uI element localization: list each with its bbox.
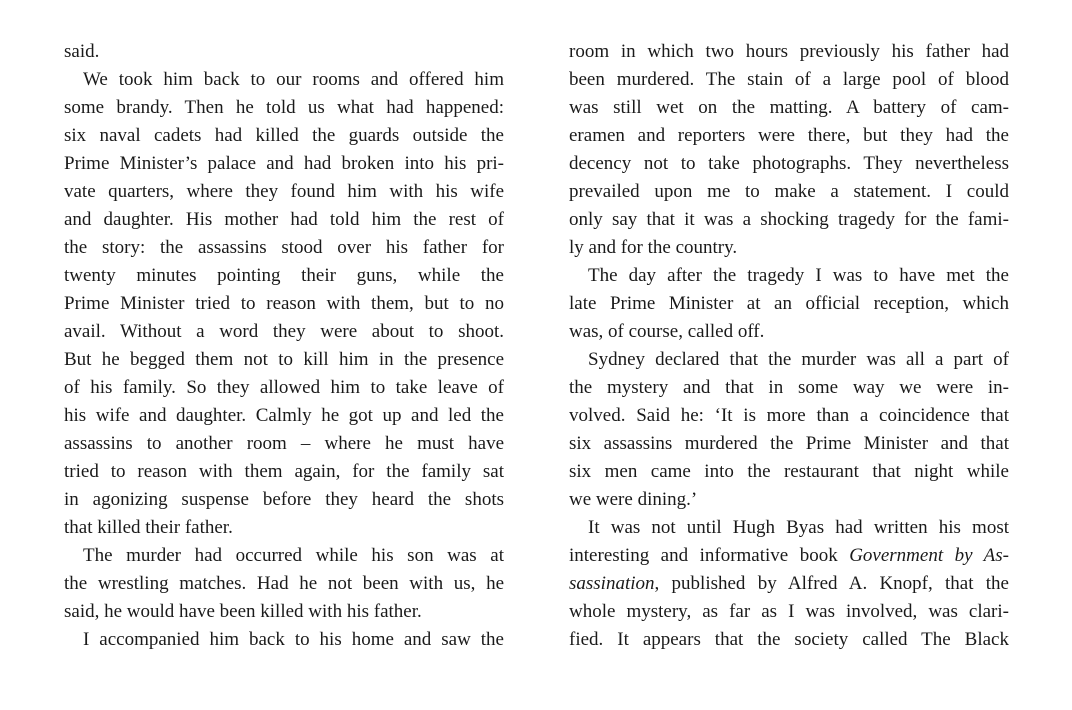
line-text: late Prime Minister at an official reception, which <box>569 293 1009 314</box>
text-line <box>569 290 1009 318</box>
line-text: we were dining.’ <box>569 489 698 510</box>
text-line <box>569 346 1009 374</box>
line-text: Prime Minister’s palace and had broken into his pri- <box>64 153 504 174</box>
line-text: the story: the assassins stood over his father for <box>64 237 504 258</box>
text-line <box>64 206 504 234</box>
line-text: room in which two hours previously his father had <box>569 41 1009 62</box>
text-line <box>569 514 1009 542</box>
line-text: , published by Alfred A. Knopf, that the <box>654 573 1009 594</box>
text-line <box>64 94 504 122</box>
text-line <box>64 598 504 626</box>
text-line <box>569 94 1009 122</box>
text-line <box>64 570 504 598</box>
line-text: avail. Without a word they were about to shoot. <box>64 321 504 342</box>
line-text: volved. Said he: ‘It is more than a coincidence that <box>569 405 1009 426</box>
line-text: prevailed upon me to make a statement. I could <box>569 181 1009 202</box>
line-text: that killed their father. <box>64 517 233 538</box>
text-line <box>569 178 1009 206</box>
text-line <box>569 542 1009 570</box>
line-text: said, he would have been killed with his father. <box>64 601 422 622</box>
line-text: It was not until Hugh Byas had written his most <box>588 517 1009 538</box>
text-line <box>569 66 1009 94</box>
line-text: said. <box>64 41 100 62</box>
text-line <box>569 402 1009 430</box>
text-line <box>569 150 1009 178</box>
text-line <box>569 262 1009 290</box>
text-line <box>64 122 504 150</box>
line-text: and daughter. His mother had told him the rest of <box>64 209 504 230</box>
text-line <box>569 318 1009 346</box>
line-text: six assassins murdered the Prime Minister and that <box>569 433 1009 454</box>
line-text: vate quarters, where they found him with his wife <box>64 181 504 202</box>
line-text: was still wet on the matting. A battery of cam- <box>569 97 1009 118</box>
text-line <box>64 290 504 318</box>
line-text: assassins to another room – where he must have <box>64 433 504 454</box>
text-line <box>64 262 504 290</box>
text-line <box>64 178 504 206</box>
line-text: twenty minutes pointing their guns, while the <box>64 265 504 286</box>
line-text: We took him back to our rooms and offered him <box>83 69 504 90</box>
text-line <box>64 402 504 430</box>
text-line <box>64 38 504 66</box>
line-text: was, of course, called off. <box>569 321 765 342</box>
book-title: sassination <box>569 573 655 594</box>
line-text: six men came into the restaurant that night while <box>569 461 1009 482</box>
line-text: The day after the tragedy I was to have met the <box>588 265 1009 286</box>
line-text: Prime Minister tried to reason with them, but to no <box>64 293 504 314</box>
text-line <box>64 346 504 374</box>
book-title: Government by As- <box>849 545 1009 566</box>
line-text: ly and for the country. <box>569 237 738 258</box>
text-line <box>64 486 504 514</box>
line-text: whole mystery, as far as I was involved, was clari- <box>569 601 1009 622</box>
text-line <box>64 458 504 486</box>
line-text: interesting and informative book <box>569 545 850 566</box>
text-line <box>569 374 1009 402</box>
text-line <box>64 374 504 402</box>
line-text: the mystery and that in some way we were in- <box>569 377 1009 398</box>
text-line <box>64 318 504 346</box>
text-line <box>569 570 1009 598</box>
line-text: fied. It appears that the society called The Black <box>569 629 1009 650</box>
text-line <box>64 626 504 654</box>
line-text: only say that it was a shocking tragedy for the fami- <box>569 209 1009 230</box>
right-column <box>569 38 1009 654</box>
text-line <box>64 542 504 570</box>
line-text: decency not to take photographs. They nevertheless <box>569 153 1009 174</box>
line-text: the wrestling matches. Had he not been with us, he <box>64 573 504 594</box>
line-text: six naval cadets had killed the guards outside the <box>64 125 504 146</box>
line-text: The murder had occurred while his son was at <box>83 545 504 566</box>
line-text: some brandy. Then he told us what had happened: <box>64 97 504 118</box>
text-line <box>569 430 1009 458</box>
line-text: in agonizing suspense before they heard the shots <box>64 489 504 510</box>
text-line <box>569 486 1009 514</box>
text-line <box>569 626 1009 654</box>
text-line <box>569 206 1009 234</box>
line-text: Sydney declared that the murder was all a part of <box>588 349 1009 370</box>
text-line <box>569 38 1009 66</box>
text-line <box>569 234 1009 262</box>
text-line <box>64 430 504 458</box>
text-line <box>64 66 504 94</box>
text-line <box>64 150 504 178</box>
line-text: his wife and daughter. Calmly he got up and led the <box>64 405 504 426</box>
line-text: I accompanied him back to his home and saw the <box>83 629 504 650</box>
left-column <box>64 38 504 654</box>
line-text: been murdered. The stain of a large pool of blood <box>569 69 1009 90</box>
text-line <box>569 598 1009 626</box>
line-text: tried to reason with them again, for the family sat <box>64 461 504 482</box>
text-line <box>64 514 504 542</box>
line-text: eramen and reporters were there, but they had the <box>569 125 1009 146</box>
line-text: of his family. So they allowed him to take leave of <box>64 377 504 398</box>
text-line <box>64 234 504 262</box>
line-text: But he begged them not to kill him in the presence <box>64 349 504 370</box>
text-line <box>569 122 1009 150</box>
text-line <box>569 458 1009 486</box>
